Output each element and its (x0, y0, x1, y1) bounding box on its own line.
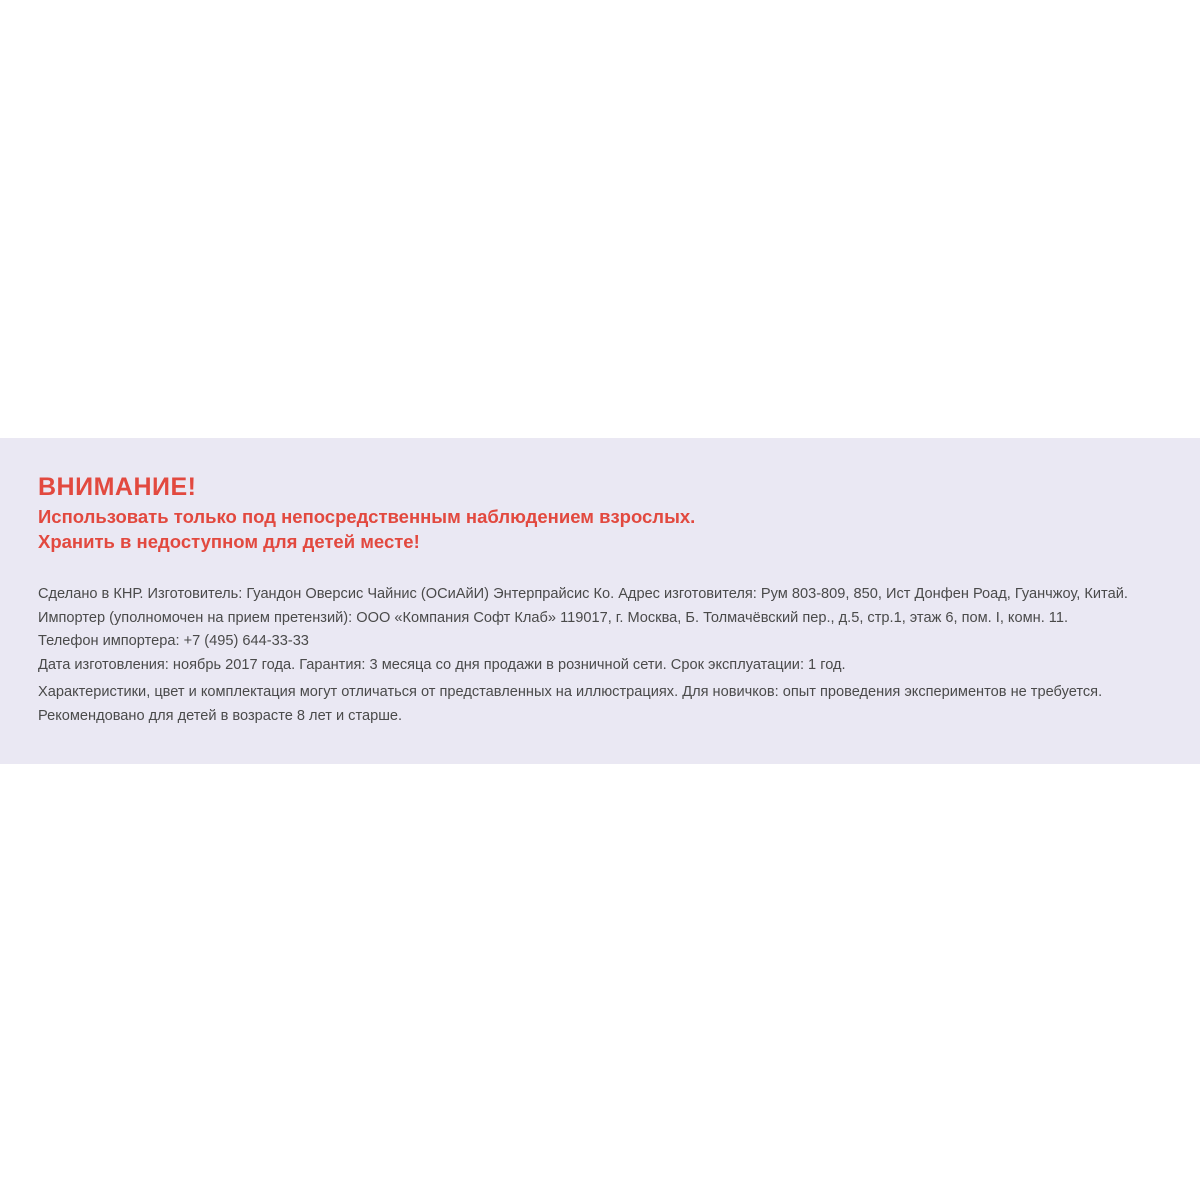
manufacturer-info: Сделано в КНР. Изготовитель: Гуандон Оверсис Чайнис (ОСиАйИ) Энтерпрайсис Ко. Адрес изготовителя: Рум 803-809, 850, Ист Донфен Роад, Гуанчжоу, Китай. (38, 586, 1128, 602)
warning-block (38, 472, 1200, 554)
age-recommendation: Рекомендовано для детей в возрасте 8 лет и старше. (38, 707, 403, 724)
characteristics-note: Характеристики, цвет и комплектация могут отличаться от представленных на иллюстрациях. Для новичков: опыт проведения экспериментов не требуется. (38, 684, 1103, 700)
warning-line-supervision: Использовать только под непосредственным наблюдением взрослых. (38, 506, 696, 527)
label-panel (0, 438, 1200, 764)
info-block (38, 583, 1200, 728)
warning-title: ВНИМАНИЕ! (38, 473, 197, 501)
importer-phone: Телефон импортера: +7 (495) 644-33-33 (38, 633, 309, 649)
production-dates: Дата изготовления: ноябрь 2017 года. Гарантия: 3 месяца со дня продажи в розничной сети. Срок эксплуатации: 1 год. (38, 656, 846, 673)
warning-line-storage: Хранить в недоступном для детей месте! (38, 531, 420, 552)
importer-info: Импортер (уполномочен на прием претензий): ООО «Компания Софт Клаб» 119017, г. Москва, Б. Толмачёвский пер., д.5, стр.1, этаж 6, пом. I, комн. 11. (38, 609, 1069, 626)
